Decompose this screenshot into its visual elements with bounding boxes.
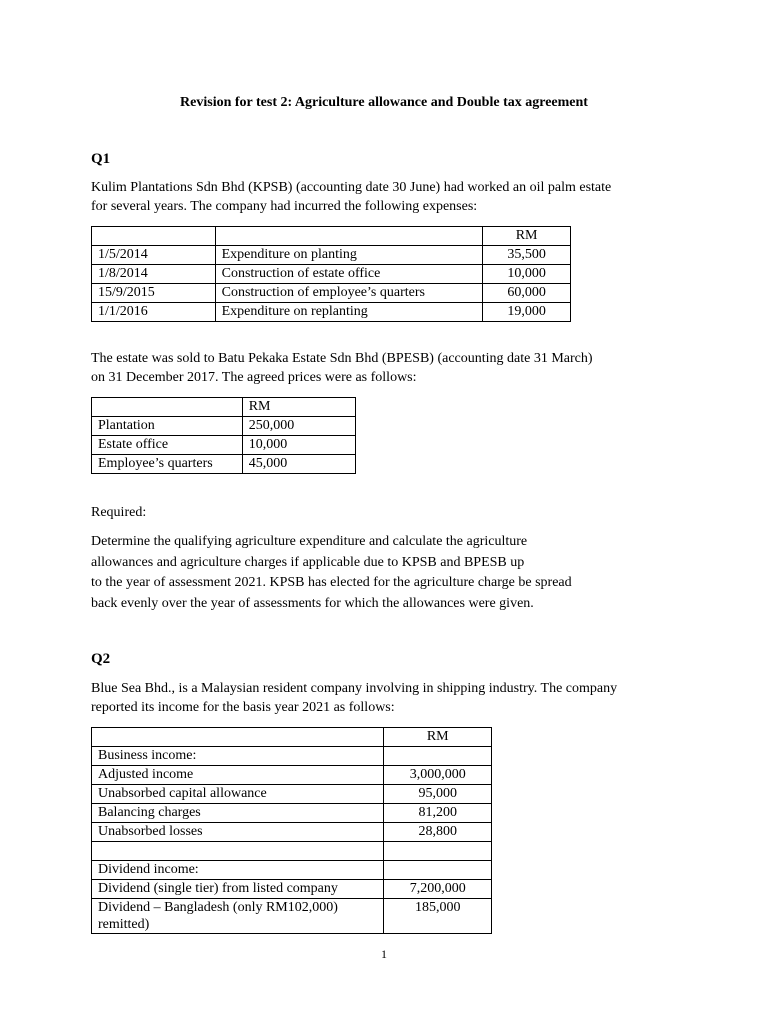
amount-cell: 10,000 — [483, 265, 571, 284]
q1-required-line: allowances and agriculture charges if applicable due to KPSB and BPESB up — [91, 554, 525, 570]
item-cell: Expenditure on replanting — [215, 303, 483, 322]
table-row — [92, 417, 356, 436]
q2-income-table — [91, 727, 492, 934]
q1-required-line: Determine the qualifying agriculture expenditure and calculate the agriculture — [91, 534, 528, 549]
table-cell — [92, 728, 384, 747]
table-row — [92, 823, 492, 842]
table-header-row — [92, 227, 571, 246]
item-cell: Unabsorbed capital allowance — [92, 785, 384, 804]
table-header-cell: RM — [483, 227, 571, 246]
amount-cell: 81,200 — [384, 804, 492, 823]
date-cell: 15/9/2015 — [92, 284, 216, 303]
table-cell — [215, 227, 483, 246]
item-cell: Adjusted income — [92, 766, 384, 785]
amount-cell: 60,000 — [483, 284, 571, 303]
q1-expenses-table — [91, 226, 571, 322]
amount-cell: 45,000 — [242, 455, 355, 474]
q1-sale-line: The estate was sold to Batu Pekaka Estate Sdn Bhd (BPESB) (accounting date 31 March) — [91, 351, 593, 366]
document-title: Revision for test 2: Agriculture allowance and Double tax agreement — [180, 95, 588, 110]
table-cell — [92, 398, 243, 417]
amount-cell — [384, 861, 492, 880]
table-row — [92, 880, 492, 899]
q1-intro-line: Kulim Plantations Sdn Bhd (KPSB) (accounting date 30 June) had worked an oil palm estate — [91, 180, 612, 195]
table-header-row — [92, 398, 356, 417]
q1-required-line: back evenly over the year of assessments for which the allowances were given. — [91, 595, 534, 611]
q2-intro-line: reported its income for the basis year 2021 as follows: — [91, 700, 395, 715]
table-row — [92, 246, 571, 265]
q1-required-line: to the year of assessment 2021. KPSB has elected for the agriculture charge be spread — [91, 575, 572, 590]
question-1-heading: Q1 — [91, 151, 111, 167]
date-cell: 1/5/2014 — [92, 246, 216, 265]
table-row — [92, 436, 356, 455]
item-cell: Business income: — [92, 747, 384, 766]
q2-intro-paragraph — [91, 679, 691, 717]
table-row — [92, 766, 492, 785]
item-cell: Unabsorbed losses — [92, 823, 384, 842]
amount-cell: 95,000 — [384, 785, 492, 804]
amount-cell: 250,000 — [242, 417, 355, 436]
item-cell: Construction of estate office — [215, 265, 483, 284]
item-cell: Plantation — [92, 417, 243, 436]
table-cell — [92, 227, 216, 246]
table-row — [92, 842, 492, 861]
date-cell: 1/8/2014 — [92, 265, 216, 284]
item-cell: Employee’s quarters — [92, 455, 243, 474]
amount-cell: 3,000,000 — [384, 766, 492, 785]
amount-cell — [384, 747, 492, 766]
item-cell: Expenditure on planting — [215, 246, 483, 265]
table-row — [92, 899, 492, 934]
table-header-cell: RM — [242, 398, 355, 417]
q1-prices-table — [91, 397, 356, 474]
amount-cell: 7,200,000 — [384, 880, 492, 899]
q1-sale-line: on 31 December 2017. The agreed prices were as follows: — [91, 370, 417, 385]
amount-cell — [384, 842, 492, 861]
page-number: 1 — [381, 947, 387, 961]
item-cell: Construction of employee’s quarters — [215, 284, 483, 303]
q1-intro-paragraph — [91, 178, 691, 216]
q1-intro-line: for several years. The company had incurred the following expenses: — [91, 199, 478, 214]
table-row — [92, 265, 571, 284]
item-cell: Dividend – Bangladesh (only RM102,000) remitted) — [92, 899, 384, 934]
amount-cell: 10,000 — [242, 436, 355, 455]
q1-sale-paragraph — [91, 349, 691, 387]
amount-cell: 185,000 — [384, 899, 492, 934]
table-header-row — [92, 728, 492, 747]
amount-cell: 19,000 — [483, 303, 571, 322]
amount-cell: 35,500 — [483, 246, 571, 265]
item-cell: Dividend (single tier) from listed company — [92, 880, 384, 899]
table-header-cell: RM — [384, 728, 492, 747]
item-cell: Dividend income: — [92, 861, 384, 880]
table-row — [92, 785, 492, 804]
table-row — [92, 284, 571, 303]
table-row — [92, 861, 492, 880]
date-cell: 1/1/2016 — [92, 303, 216, 322]
item-cell: Estate office — [92, 436, 243, 455]
question-2-heading: Q2 — [91, 651, 111, 667]
table-row — [92, 455, 356, 474]
table-row — [92, 303, 571, 322]
q2-intro-line: Blue Sea Bhd., is a Malaysian resident company involving in shipping industry. The company — [91, 681, 618, 696]
table-row — [92, 804, 492, 823]
table-row — [92, 747, 492, 766]
item-cell: Balancing charges — [92, 804, 384, 823]
required-label: Required: — [91, 505, 147, 520]
amount-cell: 28,800 — [384, 823, 492, 842]
q1-required-paragraph — [91, 532, 691, 614]
item-cell — [92, 842, 384, 861]
